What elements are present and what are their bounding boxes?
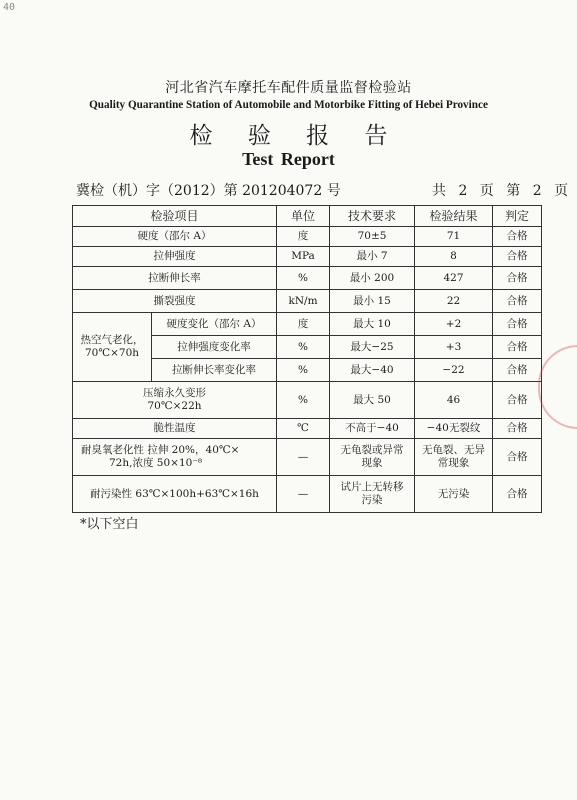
cell-unit: % [277,267,330,290]
cell-item: 拉断伸长率变化率 [152,359,277,382]
table-row [73,419,542,439]
cell-result: 46 [415,382,493,419]
header-unit: 单位 [277,206,330,227]
cell-unit: 度 [277,313,330,336]
header-result: 检验结果 [415,206,493,227]
cell-result: 427 [415,267,493,290]
cell-item: 拉伸强度变化率 [152,336,277,359]
seal-stamp [538,345,577,429]
report-title-cn: 检 验 报 告 [189,123,402,149]
org-name-en: Quality Quarantine Station of Automobile and Motorbike Fitting of Hebei Province [89,99,488,111]
cell-spec: 最小 7 [330,247,415,267]
cell-unit: — [277,439,330,476]
cell-item: 拉断伸长率 [73,267,277,290]
end-note: *以下空白 [80,517,139,532]
table-row [73,476,542,513]
cell-spec: 最小 200 [330,267,415,290]
org-name-cn: 河北省汽车摩托车配件质量监督检验站 [165,80,412,96]
cell-unit: MPa [277,247,330,267]
cell-result: 无污染 [415,476,493,513]
cell-result: 71 [415,227,493,247]
cell-unit: % [277,336,330,359]
aging-label-line2: 70℃×70h [84,347,140,359]
cell-unit: — [277,476,330,513]
table-row [73,247,542,267]
ozone-result-line2: 常现象 [437,457,470,469]
page-number: 40 [3,2,16,13]
table-header-row [73,206,542,227]
compression-item-line2: 70℃×22h [147,400,202,412]
cell-spec: 最大 10 [330,313,415,336]
stain-spec-line1: 试片上无转移 [340,481,404,493]
ozone-spec-line1: 无龟裂或异常 [340,444,404,456]
cell-unit: ℃ [277,419,330,439]
cell-item: 硬度（邵尔 A） [73,227,277,247]
cell-verdict: 合格 [493,290,542,313]
cell-item: 拉伸强度 [73,247,277,267]
table-row [73,439,542,476]
table-row [73,382,542,419]
cell-verdict: 合格 [493,359,542,382]
ozone-spec-line2: 现象 [361,457,383,469]
header-item: 检验项目 [73,206,277,227]
cell-item: 脆性温度 [73,419,277,439]
cell-result: 22 [415,290,493,313]
aging-group-label [73,313,152,382]
cell-verdict: 合格 [493,476,542,513]
cell-result: +3 [415,336,493,359]
cell-result: −22 [415,359,493,382]
cell-verdict: 合格 [493,439,542,476]
cell-verdict: 合格 [493,419,542,439]
results-table [72,205,542,513]
cell-verdict: 合格 [493,267,542,290]
table-row [73,290,542,313]
ozone-item-line1: 耐臭氧老化性 拉伸 20%，40℃× [81,444,240,456]
cell-unit: 度 [277,227,330,247]
cell-verdict: 合格 [493,227,542,247]
cell-item: 硬度变化（邵尔 A） [152,313,277,336]
table-row [73,267,542,290]
header-verdict: 判定 [493,206,542,227]
page-count: 共 2 页 第 2 页 [432,183,569,199]
ozone-item-line2: 72h,浓度 50×10⁻⁸ [109,457,203,469]
cell-verdict: 合格 [493,336,542,359]
cell-spec: 最大−40 [330,359,415,382]
cell-result: −40无裂纹 [415,419,493,439]
cell-spec [330,476,415,513]
cell-unit: % [277,359,330,382]
report-title-en: Test Report [242,149,335,169]
cell-verdict: 合格 [493,382,542,419]
table-row [73,313,542,336]
ozone-result-line1: 无龟裂、无异 [422,444,486,456]
cell-result [415,439,493,476]
cell-result: +2 [415,313,493,336]
aging-label-line1: 热空气老化， [80,334,144,346]
cell-unit: kN/m [277,290,330,313]
cell-verdict: 合格 [493,313,542,336]
cell-spec: 最小 15 [330,290,415,313]
cell-item [73,439,277,476]
table-row [73,227,542,247]
compression-item-line1: 压缩永久变形 [143,387,206,399]
header-spec: 技术要求 [330,206,415,227]
cell-spec [330,439,415,476]
cell-item: 耐污染性 63℃×100h+63℃×16h [73,476,277,513]
cell-spec: 最大 50 [330,382,415,419]
cell-spec: 最大−25 [330,336,415,359]
cell-unit: % [277,382,330,419]
cell-spec: 不高于−40 [330,419,415,439]
cell-item [73,382,277,419]
report-reference-number: 冀检（机）字（2012）第 201204072 号 [76,183,341,199]
cell-item: 撕裂强度 [73,290,277,313]
cell-verdict: 合格 [493,247,542,267]
cell-spec: 70±5 [330,227,415,247]
stain-spec-line2: 污染 [361,494,383,506]
cell-result: 8 [415,247,493,267]
